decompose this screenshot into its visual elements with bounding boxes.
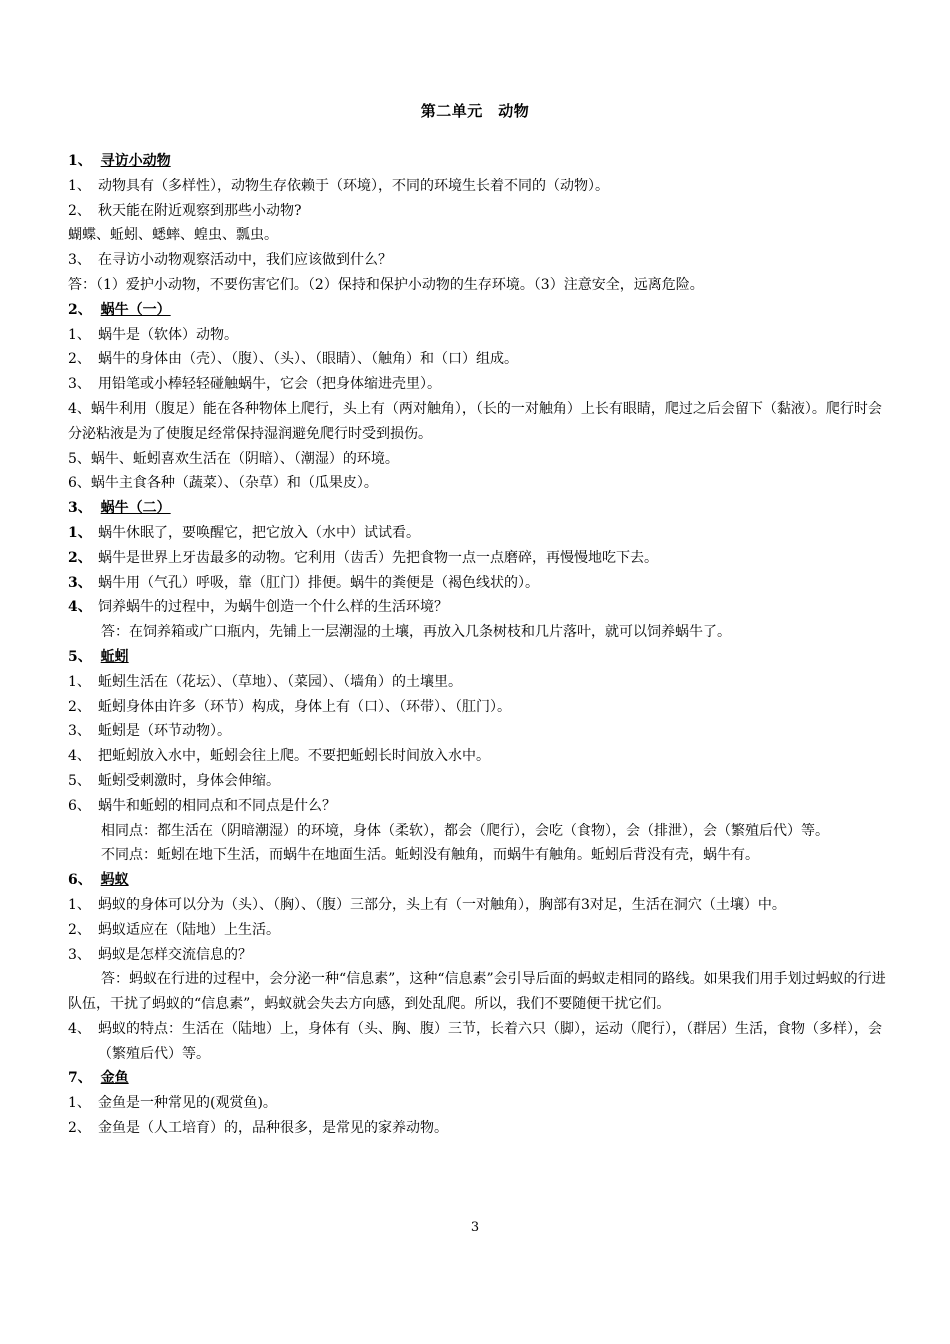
list-item: 1、 蚯蚓生活在（花坛）、（草地）、（菜园）、（墙角）的土壤里。: [68, 673, 462, 690]
section-title: 蜗牛（一）: [100, 301, 171, 318]
answer: 答：（1）爱护小动物，不要伤害它们。（2）保持和保护小动物的生存环境。（3）注意安全，远离危险。: [68, 276, 704, 293]
section-title: 金鱼: [100, 1070, 129, 1087]
section-heading: [68, 1066, 890, 1091]
list-item: 2、 蜗牛的身体由（壳）、（腹）、（头）、（眼睛）、（触角）和（口）组成。: [68, 351, 518, 368]
list-item: 4、蜗牛利用（腹足）能在各种物体上爬行，头上有（两对触角），（长的一对触角）上长有眼睛，爬过之后会留下（黏液）。爬行时会分泌粘液是为了使腹足经常保持湿润避免爬行时受到损伤。: [68, 400, 882, 442]
list-item: 5、蜗牛、蚯蚓喜欢生活在（阴暗）、（潮湿）的环境。: [68, 450, 399, 467]
list-item: 3、 蚂蚁是怎样交流信息的？: [68, 946, 252, 963]
list-item: 4、 饲养蜗牛的过程中，为蜗牛创造一个什么样的生活环境？: [68, 599, 448, 616]
list-item: 3、 用铅笔或小棒轻轻碰触蜗牛，它会（把身体缩进壳里）。: [68, 376, 441, 393]
list-item: 5、 蚯蚓受刺激时，身体会伸缩。: [68, 772, 280, 789]
page-number: 3: [470, 1220, 480, 1235]
list-item: 2、 蚂蚁适应在（陆地）上生活。: [68, 921, 280, 938]
list-item: 3、 蜗牛用（气孔）呼吸，靠（肛门）排便。蜗牛的粪便是（褐色线状的）。: [68, 574, 539, 591]
section-title: 寻访小动物: [100, 153, 171, 169]
list-item: 2、 蜗牛是世界上牙齿最多的动物。它利用（齿舌）先把食物一点一点磨碎，再慢慢地吃下去。: [68, 549, 658, 566]
list-item: 1、 动物具有（多样性），动物生存依赖于（环境），不同的环境生长着不同的（动物）。: [68, 177, 609, 194]
answer: 答：在饲养箱或广口瓶内，先铺上一层潮湿的土壤，再放入几条树枝和几片落叶，就可以饲养蜗牛了。: [101, 624, 731, 641]
answer: 答：蚂蚁在行进的过程中，会分泌一种“信息素”，这种“信息素”会引导后面的蚂蚁走相同的路线。如果我们用手划过蚂蚁的行进队伍，干扰了蚂蚁的“信息素”，蚂蚁就会失去方向感，到处乱爬。所以，我们不要随便干扰它们。: [68, 971, 886, 1013]
section-number: 7、: [68, 1070, 92, 1087]
list-item: 6、蜗牛主食各种（蔬菜）、（杂草）和（瓜果皮）。: [68, 475, 378, 492]
answer: 不同点：蚯蚓在地下生活，而蜗牛在地面生活。蚯蚓没有触角，而蜗牛有触角。蚯蚓后背没有壳，蜗牛有。: [101, 847, 759, 864]
section-heading: [68, 149, 890, 174]
section-number: 2、: [68, 301, 92, 318]
section-title: 蜗牛（二）: [100, 500, 171, 517]
list-item: 2、 蚯蚓身体由许多（环节）构成，身体上有（口）、（环带）、（肛门）。: [68, 698, 511, 715]
list-item: 1、 金鱼是一种常见的(观赏鱼)。: [68, 1095, 277, 1112]
section-number: 3、: [68, 500, 92, 517]
page-title: 第二单元 动物: [420, 102, 530, 120]
section-number: 6、: [68, 872, 92, 889]
list-item: 6、 蜗牛和蚯蚓的相同点和不同点是什么？: [68, 797, 336, 814]
paragraph: 蝴蝶、蚯蚓、蟋蟀、蝗虫、瓢虫。: [68, 227, 278, 244]
section-heading: [68, 496, 890, 521]
list-item: 4、 蚂蚁的特点：生活在（陆地）上，身体有（头、胸、腹）三节，长着六只（脚），运动（爬行），（群居）生活，食物（多样），会（繁殖后代）等。: [68, 1020, 882, 1062]
section-heading: [68, 298, 890, 323]
document-body: [68, 149, 890, 1141]
list-item: 2、 秋天能在附近观察到那些小动物?: [68, 202, 302, 219]
section-heading: [68, 868, 890, 893]
section-title: 蚂蚁: [100, 872, 129, 889]
list-item: 3、 在寻访小动物观察活动中，我们应该做到什么？: [68, 252, 392, 269]
section-heading: [68, 645, 890, 670]
list-item: 1、 蜗牛是（软体）动物。: [68, 326, 238, 343]
list-item: 4、 把蚯蚓放入水中，蚯蚓会往上爬。不要把蚯蚓长时间放入水中。: [68, 748, 490, 765]
answer: 相同点：都生活在（阴暗潮湿）的环境，身体（柔软），都会（爬行），会吃（食物），会（排泄），会（繁殖后代）等。: [101, 822, 829, 839]
list-item: 1、 蜗牛休眠了，要唤醒它，把它放入（水中）试试看。: [68, 524, 420, 541]
section-title: 蚯蚓: [100, 648, 129, 665]
section-number: 1、: [68, 153, 92, 169]
list-item: 1、 蚂蚁的身体可以分为（头）、（胸）、（腹）三部分，头上有（一对触角），胸部有3对足，生活在洞穴（土壤）中。: [68, 896, 786, 913]
section-number: 5、: [68, 648, 92, 665]
list-item: 2、 金鱼是（人工培育）的，品种很多，是常见的家养动物。: [68, 1120, 448, 1137]
list-item: 3、 蚯蚓是（环节动物）。: [68, 723, 231, 740]
